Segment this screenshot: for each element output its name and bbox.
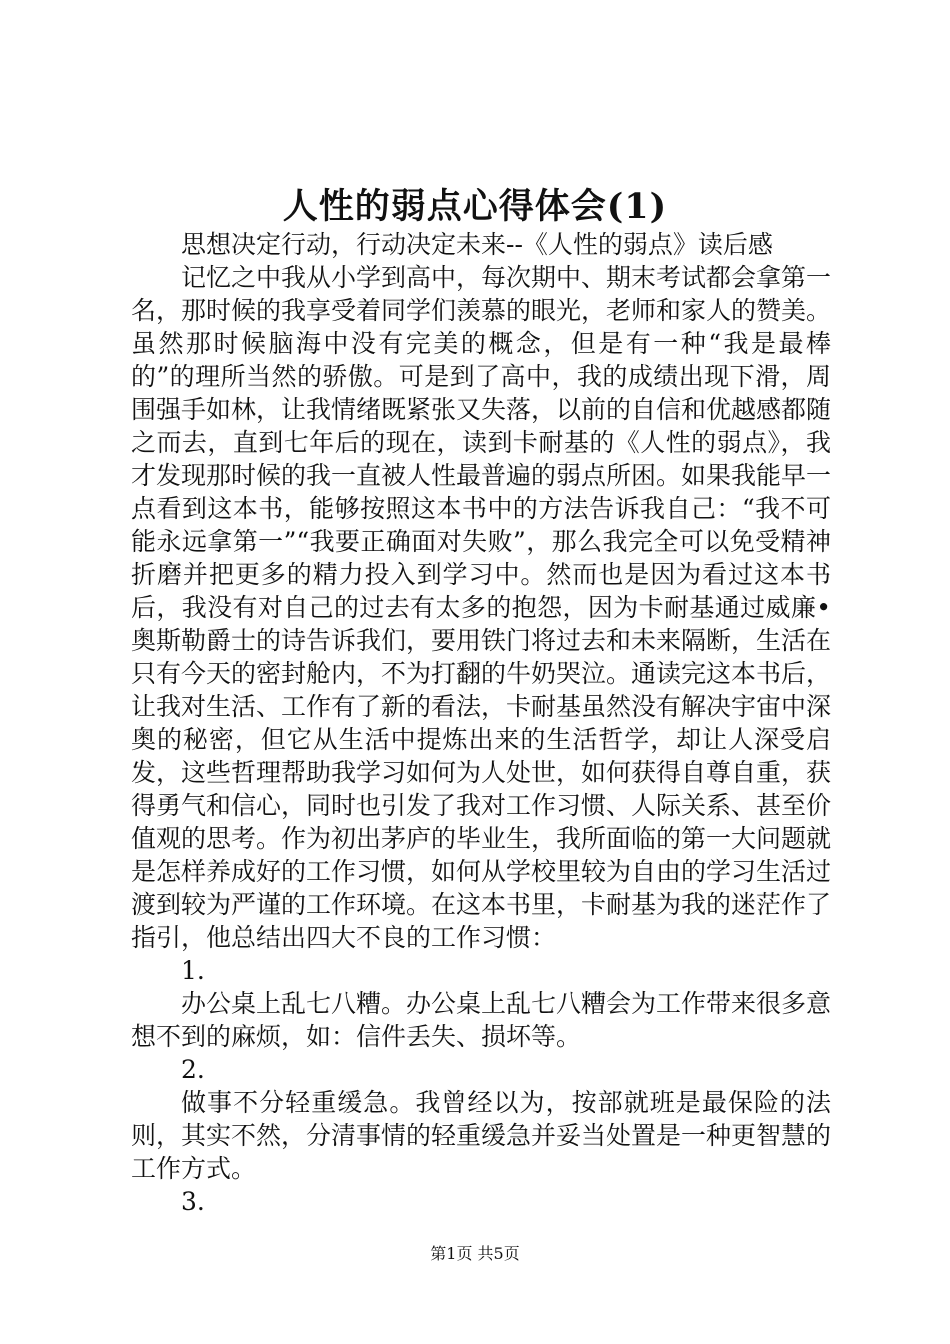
list-item-number: 3. (181, 1187, 205, 1216)
page-footer: 第1页 共5页 (430, 1244, 520, 1263)
document-body (131, 228, 831, 1218)
list-item-number: 2. (181, 1055, 205, 1084)
list-item-text: 办公桌上乱七八糟。办公桌上乱七八糟会为工作带来很多意想不到的麻烦，如：信件丢失、损坏等。 (131, 989, 832, 1051)
body-paragraph: 记忆之中我从小学到高中，每次期中、期末考试都会拿第一名，那时候的我享受着同学们羡慕的眼光，老师和家人的赞美。虽然那时候脑海中没有完美的概念，但是有一种“我是最棒的”的理所当然的骄傲。可是到了高中，我的成绩出现下滑，周围强手如林，让我情绪既紧张又失落，以前的自信和优越感都随之而去，直到七年后的现在，读到卡耐基的《人性的弱点》，我才发现那时候的我一直被人性最普遍的弱点所困。如果我能早一点看到这本书，能够按照这本书中的方法告诉我自己：“我不可能永远拿第一”“我要正确面对失败”，那么我完全可以免受精神折磨并把更多的精力投入到学习中。然而也是因为看过这本书后，我没有对自己的过去有太多的抱怨，因为卡耐基通过威廉•奥斯勒爵士的诗告诉我们，要用铁门将过去和未来隔断，生活在只有今天的密封舱内，不为打翻的牛奶哭泣。通读完这本书后，让我对生活、工作有了新的看法，卡耐基虽然没有解决宇宙中深奥的秘密，但它从生活中提炼出来的生活哲学，却让人深受启发，这些哲理帮助我学习如何为人处世，如何获得自尊自重，获得勇气和信心，同时也引发了我对工作习惯、人际关系、甚至价值观的思考。作为初出茅庐的毕业生，我所面临的第一大问题就是怎样养成好的工作习惯，如何从学校里较为自由的学习生活过渡到较为严谨的工作环境。在这本书里，卡耐基为我的迷茫作了指引，他总结出四大不良的工作习惯： (131, 263, 832, 952)
list-item-number: 1. (181, 956, 205, 985)
subtitle: 思想决定行动，行动决定未来--《人性的弱点》读后感 (181, 230, 773, 259)
page-title: 人性的弱点心得体会(1) (282, 186, 668, 227)
list-item-text: 做事不分轻重缓急。我曾经以为，按部就班是最保险的法则，其实不然，分清事情的轻重缓急并妥当处置是一种更智慧的工作方式。 (131, 1088, 832, 1183)
